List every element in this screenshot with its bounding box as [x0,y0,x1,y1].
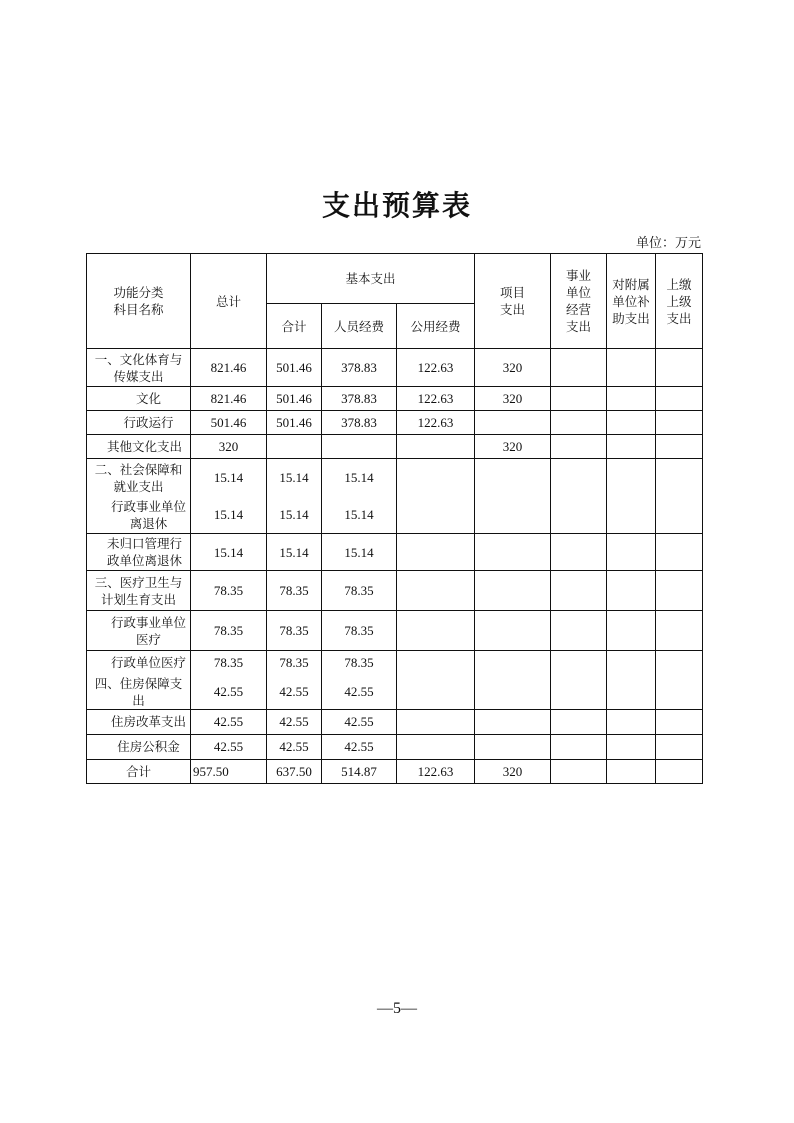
cell-public [397,675,475,710]
table-row [87,534,703,571]
cell-total: 15.14 [191,534,267,571]
cell-personnel: 15.14 [322,534,397,571]
row-name: 住房公积金 [87,734,191,759]
page-number: —5— [377,1000,417,1017]
cell-subsidiary [607,709,656,734]
cell-public: 122.63 [397,387,475,411]
budget-table [86,253,703,784]
header-basic-total: 合计 [267,304,322,349]
cell-public [397,611,475,651]
cell-total: 42.55 [191,734,267,759]
cell-project: 320 [475,349,551,387]
table-row [87,411,703,435]
cell-project [475,675,551,710]
row-name: 一、文化体育与传媒支出 [87,349,191,387]
cell-public: 122.63 [397,759,475,783]
cell-business [551,459,607,497]
cell-total: 78.35 [191,571,267,611]
cell-basic-total: 637.50 [267,759,322,783]
cell-personnel: 42.55 [322,675,397,710]
cell-basic-total: 501.46 [267,349,322,387]
cell-public [397,459,475,497]
cell-basic-total: 78.35 [267,571,322,611]
cell-subsidiary [607,571,656,611]
cell-total: 821.46 [191,349,267,387]
cell-personnel: 378.83 [322,387,397,411]
cell-superior [656,675,703,710]
cell-subsidiary [607,435,656,459]
cell-basic-total: 501.46 [267,387,322,411]
cell-personnel: 15.14 [322,459,397,497]
cell-project [475,411,551,435]
cell-project [475,497,551,534]
row-name: 未归口管理行政单位离退休 [87,534,191,571]
cell-personnel: 78.35 [322,571,397,611]
cell-business [551,534,607,571]
cell-personnel: 78.35 [322,611,397,651]
header-public: 公用经费 [397,304,475,349]
cell-personnel: 15.14 [322,497,397,534]
cell-project: 320 [475,387,551,411]
cell-subsidiary [607,759,656,783]
cell-superior [656,534,703,571]
cell-personnel: 378.83 [322,349,397,387]
cell-superior [656,611,703,651]
header-personnel: 人员经费 [322,304,397,349]
cell-project [475,734,551,759]
cell-basic-total: 15.14 [267,534,322,571]
header-superior: 上缴 上级 支出 [656,254,703,349]
cell-basic-total [267,435,322,459]
header-subject: 功能分类 科目名称 [87,254,191,349]
header-basic: 基本支出 [267,254,475,304]
cell-business [551,411,607,435]
cell-total: 42.55 [191,675,267,710]
cell-subsidiary [607,411,656,435]
cell-superior [656,571,703,611]
cell-public: 122.63 [397,349,475,387]
table-row-total [87,759,703,783]
cell-total: 42.55 [191,709,267,734]
cell-superior [656,459,703,497]
cell-project: 320 [475,759,551,783]
table-row [87,435,703,459]
cell-basic-total: 15.14 [267,459,322,497]
table-row [87,675,703,710]
cell-superior [656,734,703,759]
cell-public: 122.63 [397,411,475,435]
row-name: 行政运行 [87,411,191,435]
cell-business [551,709,607,734]
cell-public [397,497,475,534]
table-row [87,459,703,497]
cell-subsidiary [607,611,656,651]
cell-personnel: 78.35 [322,651,397,675]
row-name: 其他文化支出 [87,435,191,459]
cell-total: 78.35 [191,651,267,675]
cell-superior [656,709,703,734]
cell-subsidiary [607,534,656,571]
cell-total: 78.35 [191,611,267,651]
cell-project [475,709,551,734]
cell-superior [656,497,703,534]
row-name: 三、医疗卫生与计划生育支出 [87,571,191,611]
cell-superior [656,651,703,675]
cell-basic-total: 501.46 [267,411,322,435]
cell-project [475,459,551,497]
cell-business [551,387,607,411]
cell-total: 15.14 [191,459,267,497]
cell-subsidiary [607,497,656,534]
table-row [87,611,703,651]
cell-business [551,571,607,611]
cell-business [551,611,607,651]
cell-business [551,651,607,675]
cell-basic-total: 78.35 [267,611,322,651]
table-row [87,497,703,534]
cell-basic-total: 42.55 [267,709,322,734]
cell-business [551,497,607,534]
cell-project [475,571,551,611]
cell-superior [656,411,703,435]
cell-total: 15.14 [191,497,267,534]
cell-superior [656,349,703,387]
header-total: 总计 [191,254,267,349]
table-row [87,349,703,387]
header-business: 事业 单位 经营 支出 [551,254,607,349]
cell-project [475,534,551,571]
row-name: 文化 [87,387,191,411]
header-project: 项目 支出 [475,254,551,349]
table-row [87,387,703,411]
row-name: 行政单位医疗 [87,651,191,675]
cell-personnel: 514.87 [322,759,397,783]
cell-subsidiary [607,459,656,497]
cell-business [551,675,607,710]
cell-personnel: 42.55 [322,734,397,759]
cell-total: 501.46 [191,411,267,435]
row-name: 住房改革支出 [87,709,191,734]
cell-basic-total: 42.55 [267,675,322,710]
cell-superior [656,387,703,411]
row-name: 四、住房保障支出 [87,675,191,710]
cell-public [397,709,475,734]
table-row [87,571,703,611]
cell-total: 320 [191,435,267,459]
cell-business [551,435,607,459]
cell-project [475,611,551,651]
row-name: 行政事业单位医疗 [87,611,191,651]
page-title: 支出预算表 [321,189,472,222]
cell-project: 320 [475,435,551,459]
cell-subsidiary [607,651,656,675]
header-subsidiary: 对附属 单位补 助支出 [607,254,656,349]
cell-superior [656,435,703,459]
row-name: 二、社会保障和就业支出 [87,459,191,497]
cell-public [397,435,475,459]
row-name: 行政事业单位离退休 [87,497,191,534]
cell-basic-total: 42.55 [267,734,322,759]
table-row [87,709,703,734]
cell-public [397,651,475,675]
cell-personnel: 42.55 [322,709,397,734]
cell-business [551,734,607,759]
cell-business [551,349,607,387]
cell-total: 957.50 [191,759,267,783]
cell-subsidiary [607,675,656,710]
cell-subsidiary [607,734,656,759]
table-body [87,349,703,784]
row-name: 合计 [87,759,191,783]
cell-basic-total: 78.35 [267,651,322,675]
cell-subsidiary [607,387,656,411]
cell-subsidiary [607,349,656,387]
cell-total: 821.46 [191,387,267,411]
cell-public [397,534,475,571]
cell-public [397,571,475,611]
cell-personnel: 378.83 [322,411,397,435]
cell-business [551,759,607,783]
table-row [87,651,703,675]
unit-label: 单位：万元 [635,236,701,251]
cell-basic-total: 15.14 [267,497,322,534]
cell-personnel [322,435,397,459]
cell-project [475,651,551,675]
table-row [87,734,703,759]
cell-public [397,734,475,759]
cell-superior [656,759,703,783]
